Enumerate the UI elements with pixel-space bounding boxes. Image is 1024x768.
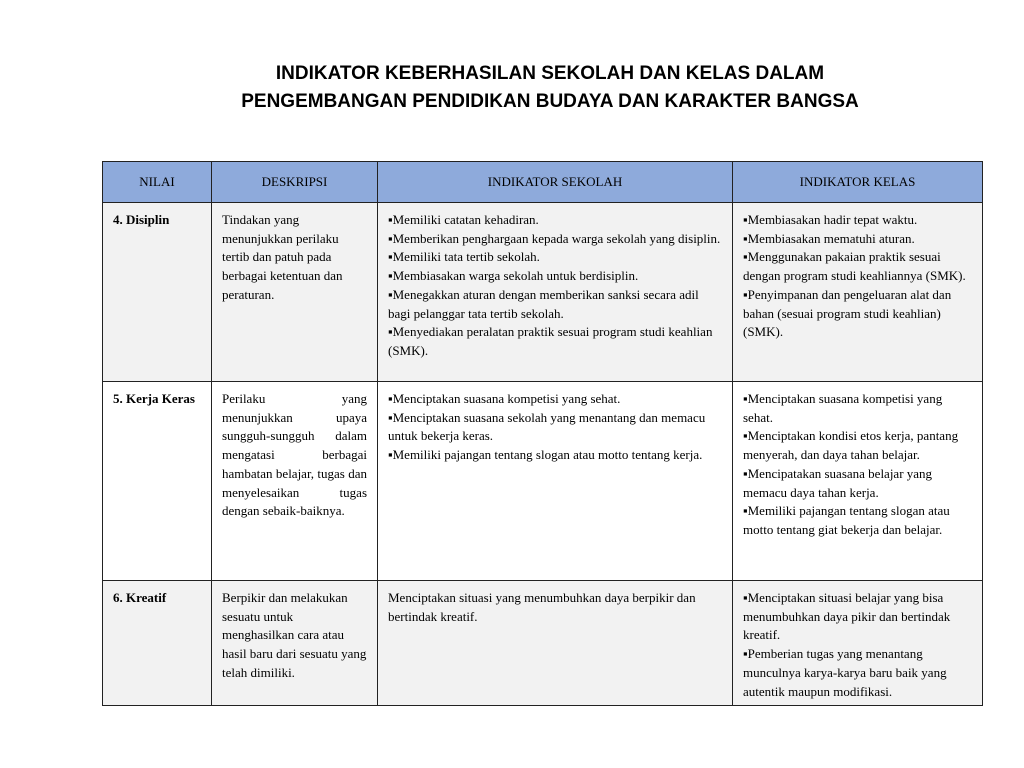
header-indikator-sekolah: INDIKATOR SEKOLAH bbox=[378, 162, 733, 203]
table-row bbox=[103, 203, 983, 382]
list-item: ▪ Membiasakan hadir tepat waktu. bbox=[743, 211, 972, 230]
table-row bbox=[103, 382, 983, 581]
indikator-kelas-cell bbox=[733, 382, 983, 581]
indikator-kelas-cell bbox=[733, 203, 983, 382]
list-item: ▪ Memiliki pajangan tentang slogan atau motto tentang kerja. bbox=[388, 446, 722, 465]
list-item: ▪ Memiliki tata tertib sekolah. bbox=[388, 248, 722, 267]
title-line-1: INDIKATOR KEBERHASILAN SEKOLAH DAN KELAS DALAM bbox=[275, 63, 825, 84]
header-deskripsi: DESKRIPSI bbox=[212, 162, 378, 203]
list-item: ▪ Memberikan penghargaan kepada warga sekolah yang disiplin. bbox=[388, 230, 722, 249]
nilai-cell: 4. Disiplin bbox=[103, 203, 212, 382]
list-item: ▪ Menciptakan suasana sekolah yang menantang dan memacu untuk bekerja keras. bbox=[388, 409, 722, 446]
nilai-cell: 6. Kreatif bbox=[103, 581, 212, 706]
list-item: ▪ Menciptakan suasana kompetisi yang sehat. bbox=[743, 390, 972, 427]
list-item: ▪ Memiliki catatan kehadiran. bbox=[388, 211, 722, 230]
header-indikator-kelas: INDIKATOR KELAS bbox=[733, 162, 983, 203]
list-item: ▪ Menegakkan aturan dengan memberikan sanksi secara adil bagi pelanggar tata tertib sekolah. bbox=[388, 286, 722, 323]
indicator-table bbox=[102, 161, 983, 706]
list-item: ▪ Membiasakan warga sekolah untuk berdisiplin. bbox=[388, 267, 722, 286]
list-item: ▪ Mencipatakan suasana belajar yang memacu daya tahan kerja. bbox=[743, 465, 972, 502]
deskripsi-cell: Berpikir dan melakukan sesuatu untuk menghasilkan cara atau hasil baru dari sesuatu yang telah dimiliki. bbox=[212, 581, 378, 706]
deskripsi-cell: Tindakan yang menunjukkan perilaku tertib dan patuh pada berbagai ketentuan dan peraturan. bbox=[212, 203, 378, 382]
page-title bbox=[150, 60, 950, 116]
list-item: ▪ Penyimpanan dan pengeluaran alat dan bahan (sesuai program studi keahlian) (SMK). bbox=[743, 286, 972, 342]
deskripsi-cell: Perilaku yang menunjukkan upaya sungguh-sungguh dalam mengatasi berbagai hambatan belajar, tugas dan menyelesaikan tugas dengan sebaik-baiknya. bbox=[212, 382, 378, 581]
indikator-sekolah-cell bbox=[378, 382, 733, 581]
list-item: ▪ Menggunakan pakaian praktik sesuai dengan program studi keahliannya (SMK). bbox=[743, 248, 972, 285]
nilai-cell: 5. Kerja Keras bbox=[103, 382, 212, 581]
indikator-kelas-cell bbox=[733, 581, 983, 706]
table-row bbox=[103, 581, 983, 706]
header-nilai: NILAI bbox=[103, 162, 212, 203]
list-item: ▪ Membiasakan mematuhi aturan. bbox=[743, 230, 972, 249]
indikator-sekolah-cell: Menciptakan situasi yang menumbuhkan daya berpikir dan bertindak kreatif. bbox=[378, 581, 733, 706]
list-item: ▪ Menciptakan situasi belajar yang bisa menumbuhkan daya pikir dan bertindak kreatif. bbox=[743, 589, 972, 645]
table-header-row bbox=[103, 162, 983, 203]
title-line-2: PENGEMBANGAN PENDIDIKAN BUDAYA DAN KARAKTER BANGSA bbox=[241, 91, 859, 112]
list-item: ▪ Menyediakan peralatan praktik sesuai program studi keahlian (SMK). bbox=[388, 323, 722, 360]
list-item: ▪ Menciptakan kondisi etos kerja, pantang menyerah, dan daya tahan belajar. bbox=[743, 427, 972, 464]
list-item: ▪ Menciptakan suasana kompetisi yang sehat. bbox=[388, 390, 722, 409]
list-item: ▪ Pemberian tugas yang menantang munculnya karya-karya baru baik yang autentik maupun modifikasi. bbox=[743, 645, 972, 701]
list-item: ▪ Memiliki pajangan tentang slogan atau motto tentang giat bekerja dan belajar. bbox=[743, 502, 972, 539]
indikator-sekolah-cell bbox=[378, 203, 733, 382]
